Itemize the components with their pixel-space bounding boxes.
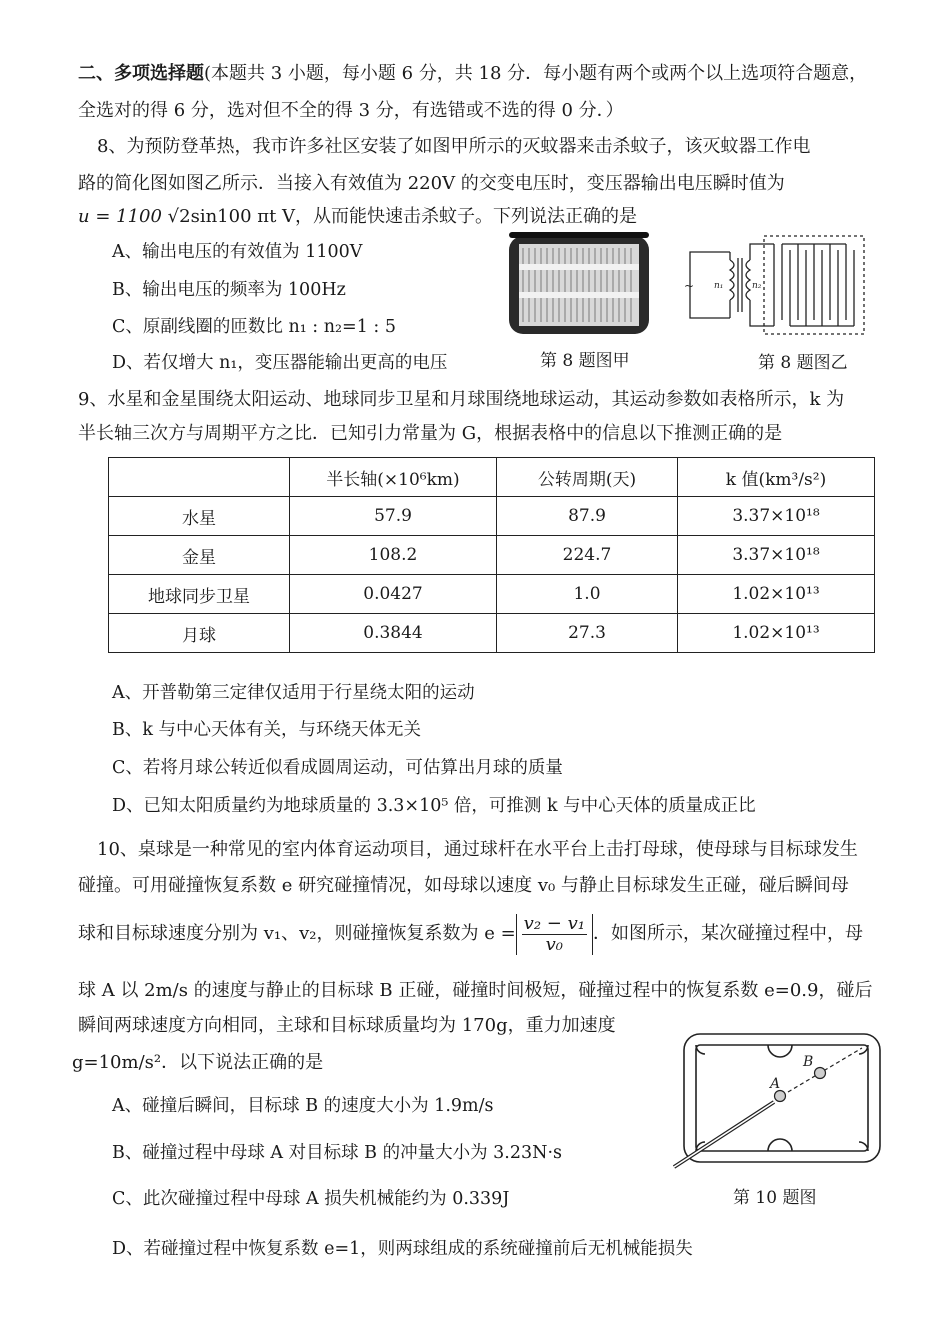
q9-option-c: C、若将月球公转近似看成圆周运动，可估算出月球的质量	[112, 758, 563, 778]
q10-fig-ball-b	[815, 1068, 826, 1079]
table-cell: 1.02×10¹³	[678, 575, 875, 614]
table-cell: 水星	[109, 497, 290, 536]
q8-fig-zapper	[505, 228, 655, 340]
table-cell: 57.9	[290, 497, 497, 536]
q10-option-c: C、此次碰撞过程中母球 A 损失机械能约为 0.339J	[112, 1189, 510, 1209]
q8-option-c: C、原副线圈的匝数比 n₁ : n₂=1 : 5	[112, 317, 396, 337]
q8-stem-line1: 8、为预防登革热，我市许多社区安装了如图甲所示的灭蚊器来击杀蚊子，该灭蚊器工作电	[97, 136, 811, 157]
q9-option-d: D、已知太阳质量约为地球质量的 3.3×10⁵ 倍，可推测 k 与中心天体的质量成正比	[112, 796, 756, 816]
q8-option-a: A、输出电压的有效值为 1100V	[112, 242, 363, 262]
table-cell: 1.02×10¹³	[678, 614, 875, 653]
q10-stem-line3	[78, 910, 863, 958]
q9-data-table	[108, 457, 875, 653]
table-cell: 3.37×10¹⁸	[678, 536, 875, 575]
q9-option-b: B、k 与中心天体有关，与环绕天体无关	[112, 720, 422, 740]
section-instructions-1: (本题共 3 小题，每小题 6 分，共 18 分．每小题有两个或两个以上选项符合题意，	[204, 63, 868, 84]
table-cell: 月球	[109, 614, 290, 653]
q10-fig-caption: 第 10 题图	[733, 1188, 817, 1208]
q10-fig-ball-a	[775, 1091, 786, 1102]
section-title: 二、多项选择题	[78, 63, 204, 84]
q8-fig1-caption: 第 8 题图甲	[540, 351, 630, 371]
q10-option-d: D、若碰撞过程中恢复系数 e=1，则两球组成的系统碰撞前后无机械能损失	[112, 1239, 693, 1259]
q10-restitution-fraction	[516, 914, 593, 955]
q8-eq-pre: u = 1100	[78, 206, 168, 227]
table-cell: 27.3	[497, 614, 678, 653]
q9-stem-line2: 半长轴三次方与周期平方之比．已知引力常量为 G，根据表格中的信息以下推测正确的是	[78, 423, 783, 444]
section-heading	[78, 62, 867, 86]
q10-frac-numerator: v₂ − v₁	[523, 912, 585, 934]
q8-eq-post: sin100 πt V，从而能快速击杀蚊子。下列说法正确的是	[190, 206, 638, 227]
q10-fig-billiard	[670, 1026, 890, 1171]
q8-fig-n1-label: n₁	[714, 281, 724, 291]
q10-stem-line5: 瞬间两球速度方向相同，主球和目标球质量均为 170g，重力加速度	[78, 1015, 616, 1036]
table-row	[109, 536, 875, 575]
table-header-cell	[109, 458, 290, 497]
q8-fig-circuit	[682, 230, 872, 340]
table-cell: 0.0427	[290, 575, 497, 614]
q8-stem-line2: 路的简化图如图乙所示．当接入有效值为 220V 的交变电压时，变压器输出电压瞬时值为	[78, 173, 785, 194]
table-cell: 金星	[109, 536, 290, 575]
table-header-cell: 公转周期(天)	[497, 458, 678, 497]
q9-stem-line1: 9、水星和金星围绕太阳运动、地球同步卫星和月球围绕地球运动，其运动参数如表格所示，k 为	[78, 389, 845, 410]
q10-stem-line4: 球 A 以 2m/s 的速度与静止的目标球 B 正碰，碰撞时间极短，碰撞过程中的恢复系数 e=0.9，碰后	[78, 980, 873, 1001]
table-cell: 1.0	[497, 575, 678, 614]
q8-fig-ac-symbol: ~	[684, 279, 695, 293]
table-cell: 3.37×10¹⁸	[678, 497, 875, 536]
q10-stem-line6: g=10m/s²．以下说法正确的是	[72, 1052, 324, 1073]
table-cell: 地球同步卫星	[109, 575, 290, 614]
table-header-cell: 半长轴(×10⁶km)	[290, 458, 497, 497]
table-row	[109, 575, 875, 614]
q10-line3-pre: 球和目标球速度分别为 v₁、v₂，则碰撞恢复系数为 e =	[78, 923, 516, 944]
section-instructions-2: 全选对的得 6 分，选对但不全的得 3 分，有选错或不选的得 0 分．）	[78, 100, 624, 121]
q8-option-b: B、输出电压的频率为 100Hz	[112, 280, 346, 300]
table-row	[109, 497, 875, 536]
table-cell: 108.2	[290, 536, 497, 575]
q10-stem-line1: 10、桌球是一种常见的室内体育运动项目，通过球杆在水平台上击打母球，使母球与目标球发生	[97, 839, 858, 860]
table-cell: 87.9	[497, 497, 678, 536]
q8-fig2-caption: 第 8 题图乙	[758, 353, 848, 373]
table-cell: 224.7	[497, 536, 678, 575]
q10-line3-post: ．如图所示，某次碰撞过程中，母	[592, 923, 863, 944]
q8-eq-root: √2	[167, 206, 191, 227]
q10-fig-label-b: B	[803, 1054, 814, 1070]
table-cell: 0.3844	[290, 614, 497, 653]
q10-stem-line2: 碰撞。可用碰撞恢复系数 e 研究碰撞情况，如母球以速度 v₀ 与静止目标球发生正碰，碰后瞬间母	[78, 875, 849, 896]
table-row	[109, 614, 875, 653]
q10-frac-denominator: v₀	[545, 933, 564, 955]
q8-option-d: D、若仅增大 n₁，变压器能输出更高的电压	[112, 353, 448, 373]
q10-fig-label-a: A	[770, 1076, 781, 1092]
q10-option-b: B、碰撞过程中母球 A 对目标球 B 的冲量大小为 3.23N·s	[112, 1143, 562, 1163]
q9-option-a: A、开普勒第三定律仅适用于行星绕太阳的运动	[112, 683, 475, 703]
q8-fig-n2-label: n₂	[752, 281, 762, 291]
q10-option-a: A、碰撞后瞬间，目标球 B 的速度大小为 1.9m/s	[112, 1096, 494, 1116]
table-header-cell: k 值(km³/s²)	[678, 458, 875, 497]
table-header-row	[109, 458, 875, 497]
q8-equation-line	[78, 205, 637, 229]
